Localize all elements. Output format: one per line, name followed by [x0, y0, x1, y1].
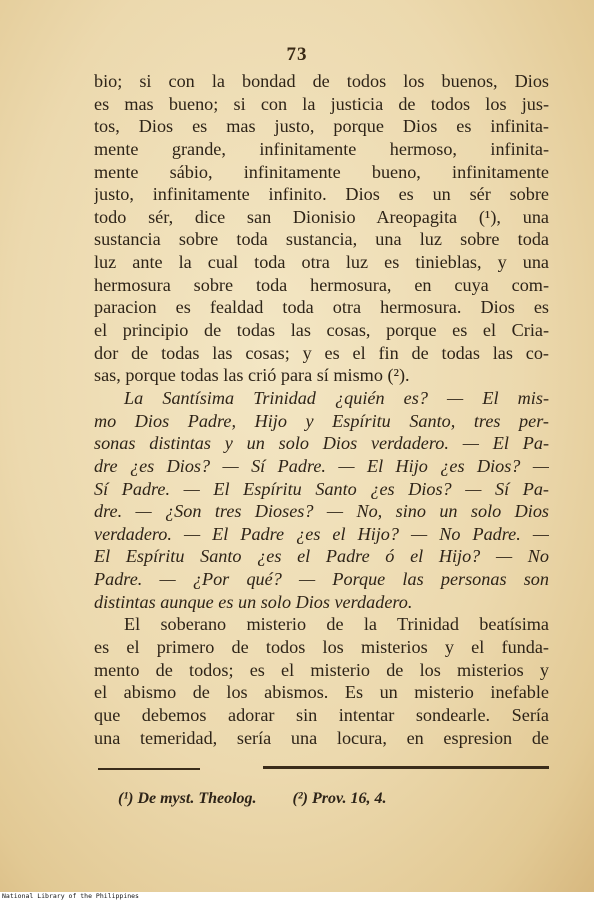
text-line: mente grande, infinitamente hermoso, infinita- [94, 138, 549, 159]
text-line: bio; si con la bondad de todos los buenos, Dios [94, 71, 549, 91]
separator-rule-long [263, 766, 549, 769]
text-line: dre. — ¿Son tres Dioses? — No, sino un solo Dios [94, 501, 549, 522]
text-line: mo Dios Padre, Hijo y Espíritu Santo, tres per- [94, 410, 549, 431]
footnote-separator [96, 766, 551, 770]
text-line: sonas distintas y un solo Dios verdadero. — El Pa- [94, 433, 549, 454]
text-line: hermosura sobre toda hermosura, en cuya com- [94, 274, 549, 295]
text-line: que debemos adorar sin intentar sondearle. Sería [94, 704, 549, 725]
text-line: Sí Padre. — El Espíritu Santo ¿es Dios? — Sí Pa- [94, 478, 549, 499]
text-line: dor de todas las cosas; y es el fin de todas las co- [94, 342, 549, 363]
text-line: es mas bueno; si con la justicia de todos los jus- [94, 93, 549, 114]
text-line: justo, infinitamente infinito. Dios es un sér sobre [94, 184, 549, 205]
text-line: paracion es fealdad toda otra hermosura. Dios es [94, 297, 549, 318]
text-line: es el primero de todos los misterios y el funda- [94, 637, 549, 658]
text-line: una temeridad, sería una locura, en espresion de [94, 727, 549, 748]
text-line: sas, porque todas las crió para sí mismo (²). [94, 365, 410, 386]
footnote-2: (²) Prov. 16, 4. [292, 790, 387, 807]
footnotes [118, 790, 538, 808]
text-line: el abismo de los abismos. Es un misterio inefable [94, 682, 549, 703]
text-line: La Santísima Trinidad ¿quién es? — El mis- [124, 387, 549, 408]
text-line: verdadero. — El Padre ¿es el Hijo? — No Padre. — [94, 523, 549, 544]
body-text [94, 70, 549, 749]
library-credit: National Library of the Philippines [2, 892, 139, 900]
text-line: El soberano misterio de la Trinidad beatísima [124, 614, 549, 635]
text-line: distintas aunque es un solo Dios verdadero. [94, 591, 413, 612]
text-line: Padre. — ¿Por qué? — Porque las personas son [94, 569, 549, 590]
text-line: tos, Dios es mas justo, porque Dios es infinita- [94, 116, 549, 137]
text-line: sustancia sobre toda sustancia, una luz sobre toda [94, 229, 549, 250]
footnote-1: (¹) De myst. Theolog. [118, 790, 257, 807]
text-line: todo sér, dice san Dionisio Areopagita (¹), una [94, 206, 549, 227]
text-line: mento de todos; es el misterio de los misterios y [94, 659, 549, 680]
text-line: luz ante la cual toda otra luz es tinieblas, y una [94, 252, 549, 273]
text-line: el principio de todas las cosas, porque es el Cria- [94, 320, 549, 341]
text-line: mente sábio, infinitamente bueno, infinitamente [94, 161, 549, 182]
text-line: dre ¿es Dios? — Sí Padre. — El Hijo ¿es Dios? — [94, 455, 549, 476]
separator-rule-short [98, 768, 200, 770]
page-number: 73 [286, 44, 308, 65]
text-line: El Espíritu Santo ¿es el Padre ó el Hijo? — No [94, 546, 549, 567]
